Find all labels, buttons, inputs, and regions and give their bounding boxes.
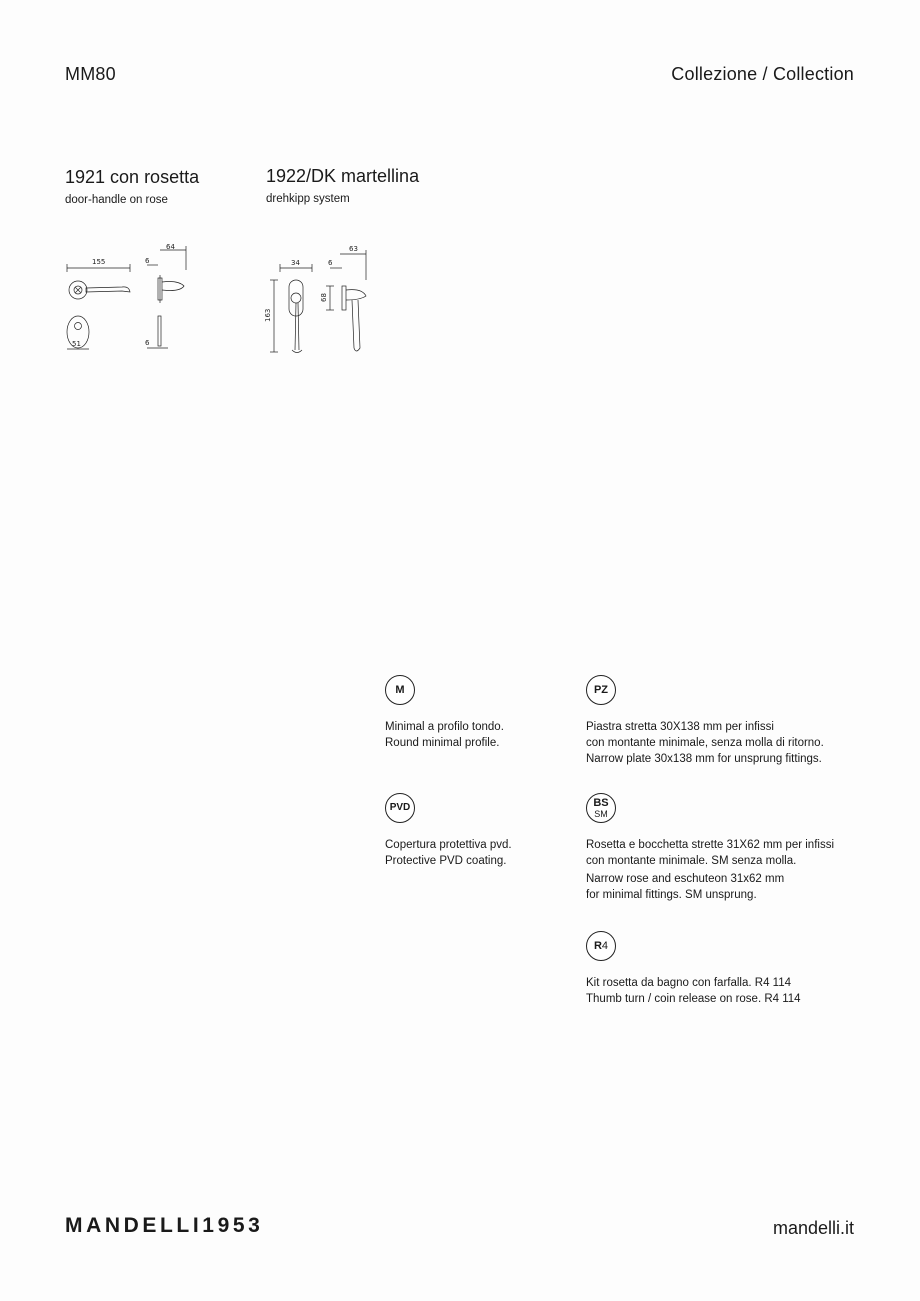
- dim-label: 64: [166, 243, 175, 251]
- dim-label: 6: [328, 259, 333, 267]
- dim-label: 163: [264, 308, 272, 322]
- dim-label: 6: [145, 339, 150, 347]
- model-code: MM80: [65, 64, 116, 84]
- product-title: 1921 con rosetta: [65, 167, 200, 187]
- feature-narrow-plate: [586, 675, 886, 767]
- feature-text-line: Rosetta e bocchetta strette 31X62 mm per infissi: [586, 839, 835, 851]
- product-1922-dk: [266, 166, 419, 205]
- feature-text-en: Thumb turn / coin release on rose. R4 114: [586, 993, 801, 1005]
- feature-text-line: Narrow rose and eschuteon 31x62 mm: [586, 873, 785, 885]
- technical-drawing-1921: [60, 240, 190, 360]
- product-subtitle: drehkipp system: [266, 193, 350, 205]
- feature-text-en: Protective PVD coating.: [385, 855, 507, 867]
- feature-bathroom-kit: [586, 931, 886, 1007]
- feature-badge-r4: R 4: [586, 931, 616, 961]
- feature-text-line: con montante minimale. SM senza molla.: [586, 855, 797, 867]
- brand-logo: MANDELLI1953: [65, 1214, 264, 1237]
- feature-text-en: Round minimal profile.: [385, 737, 500, 749]
- feature-badge-pvd: PVD: [385, 793, 415, 823]
- product-subtitle: door-handle on rose: [65, 194, 168, 206]
- product-1921: [65, 167, 199, 206]
- collection-label: Collezione / Collection: [671, 64, 854, 84]
- dim-label: 34: [291, 259, 300, 267]
- feature-narrow-rose: [586, 793, 886, 903]
- feature-badge-pz: PZ: [586, 675, 616, 705]
- feature-text-line: con montante minimale, senza molla di ritorno.: [586, 737, 824, 749]
- feature-text-line: Narrow plate 30x138 mm for unsprung fittings.: [586, 753, 822, 765]
- feature-text-line: Piastra stretta 30X138 mm per infissi: [586, 721, 774, 733]
- feature-badge-m: M: [385, 675, 415, 705]
- feature-text-it: Minimal a profilo tondo.: [385, 721, 504, 733]
- technical-drawing-1922-dk: [262, 240, 382, 360]
- dim-label: 6: [145, 257, 150, 265]
- feature-text-it: Kit rosetta da bagno con farfalla. R4 114: [586, 977, 792, 989]
- feature-text-it: Copertura protettiva pvd.: [385, 839, 512, 851]
- feature-text-line: for minimal fittings. SM unsprung.: [586, 889, 757, 901]
- website-link[interactable]: mandelli.it: [772, 1218, 854, 1238]
- dim-label: 63: [349, 245, 358, 253]
- feature-badge-bs-sm: BS SM: [586, 793, 616, 823]
- dim-label: 68: [320, 293, 328, 302]
- dim-label: 51: [72, 340, 81, 348]
- dim-label: 155: [92, 258, 106, 266]
- product-title: 1922/DK martellina: [266, 166, 420, 186]
